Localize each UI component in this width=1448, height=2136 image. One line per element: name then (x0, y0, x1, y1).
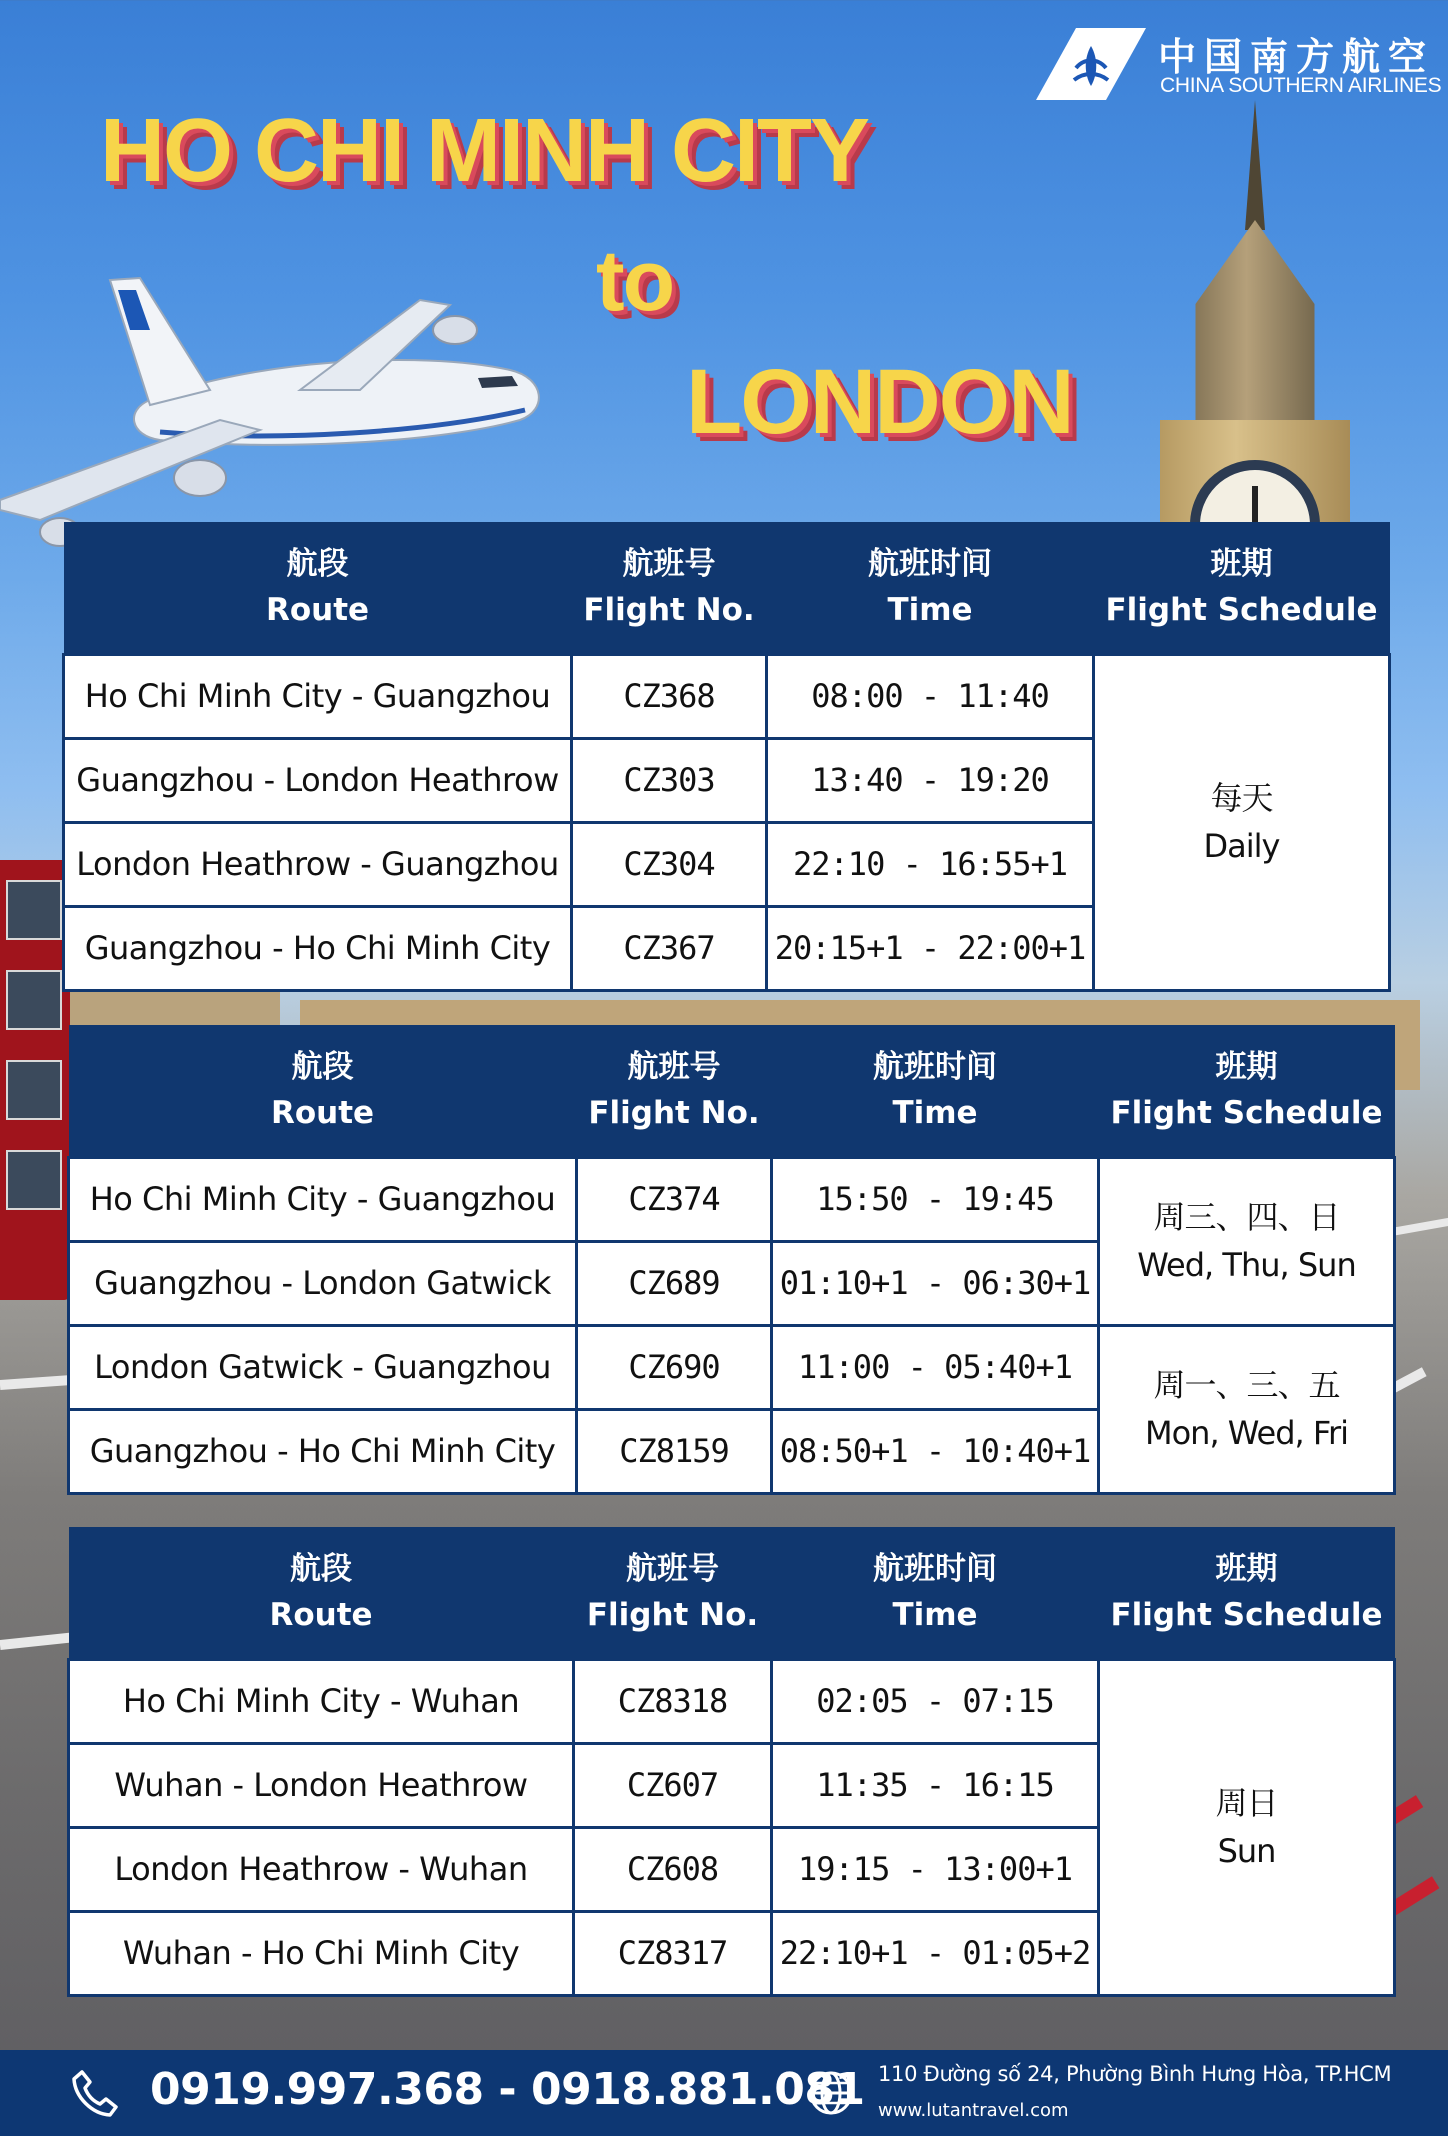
route-cell: London Heathrow - Guangzhou (64, 822, 572, 906)
time-cell: 13:40 - 19:20 (767, 738, 1094, 822)
table-row (69, 1157, 1395, 1241)
time-cell: 19:15 - 13:00+1 (772, 1827, 1099, 1911)
china-southern-logo (1036, 24, 1442, 104)
flight-number-cell: CZ304 (572, 822, 767, 906)
schedule-cell: 每天 Daily (1094, 654, 1390, 990)
header-time: 航班时间 Time (767, 522, 1094, 654)
flight-number-cell: CZ303 (572, 738, 767, 822)
header-schedule: 班期 Flight Schedule (1099, 1527, 1395, 1659)
flight-number-cell: CZ8317 (574, 1911, 772, 1995)
flight-number-cell: CZ374 (577, 1157, 772, 1241)
schedule-cell: 周日 Sun (1099, 1659, 1395, 1995)
table-header (69, 1025, 1395, 1157)
route-cell: Wuhan - London Heathrow (69, 1743, 574, 1827)
flight-number-cell: CZ690 (577, 1325, 772, 1409)
schedule-table-wuhan-heathrow (67, 1527, 1396, 1997)
route-cell: Guangzhou - Ho Chi Minh City (64, 906, 572, 990)
route-cell: Wuhan - Ho Chi Minh City (69, 1911, 574, 1995)
route-cell: Guangzhou - London Heathrow (64, 738, 572, 822)
title-destination: LONDON (686, 351, 1073, 453)
header-schedule: 班期 Flight Schedule (1099, 1025, 1395, 1157)
header-route: 航段 Route (64, 522, 572, 654)
route-cell: Ho Chi Minh City - Guangzhou (69, 1157, 577, 1241)
contact-footer (0, 2050, 1448, 2136)
header-time: 航班时间 Time (772, 1025, 1099, 1157)
table-header (64, 522, 1390, 654)
table-header (69, 1527, 1395, 1659)
title-connector: to (596, 233, 674, 329)
website-link[interactable]: www.lutantravel.com (878, 2100, 1069, 2121)
route-cell: Guangzhou - Ho Chi Minh City (69, 1409, 577, 1493)
time-cell: 08:50+1 - 10:40+1 (772, 1409, 1099, 1493)
route-cell: Ho Chi Minh City - Wuhan (69, 1659, 574, 1743)
route-cell: London Heathrow - Wuhan (69, 1827, 574, 1911)
brand-name-en: CHINA SOUTHERN AIRLINES (1160, 74, 1442, 97)
flight-number-cell: CZ689 (577, 1241, 772, 1325)
route-cell: Ho Chi Minh City - Guangzhou (64, 654, 572, 738)
header-flight-no: 航班号 Flight No. (574, 1527, 772, 1659)
header-schedule: 班期 Flight Schedule (1094, 522, 1390, 654)
time-cell: 08:00 - 11:40 (767, 654, 1094, 738)
header-route: 航段 Route (69, 1025, 577, 1157)
time-cell: 11:00 - 05:40+1 (772, 1325, 1099, 1409)
globe-icon (808, 2070, 854, 2116)
kapok-flower-icon (1036, 28, 1146, 100)
schedule-cell: 周三、四、日 Wed, Thu, Sun (1099, 1157, 1395, 1325)
address-text: 110 Đường số 24, Phường Bình Hưng Hòa, TP.HCM (878, 2062, 1392, 2086)
flight-number-cell: CZ8318 (574, 1659, 772, 1743)
route-cell: Guangzhou - London Gatwick (69, 1241, 577, 1325)
header-time: 航班时间 Time (772, 1527, 1099, 1659)
header-flight-no: 航班号 Flight No. (577, 1025, 772, 1157)
phone-icon (70, 2068, 120, 2118)
route-cell: London Gatwick - Guangzhou (69, 1325, 577, 1409)
time-cell: 22:10+1 - 01:05+2 (772, 1911, 1099, 1995)
flight-number-cell: CZ368 (572, 654, 767, 738)
flight-number-cell: CZ608 (574, 1827, 772, 1911)
airplane-image (0, 260, 560, 560)
schedule-table-guangzhou-gatwick (67, 1025, 1396, 1495)
brand-name-cn: 中国南方航空 (1158, 35, 1435, 79)
schedule-table-guangzhou-heathrow (62, 522, 1391, 992)
header-flight-no: 航班号 Flight No. (572, 522, 767, 654)
time-cell: 22:10 - 16:55+1 (767, 822, 1094, 906)
title-origin: HO CHI MINH CITY (100, 101, 868, 201)
header-route: 航段 Route (69, 1527, 574, 1659)
flight-number-cell: CZ367 (572, 906, 767, 990)
time-cell: 15:50 - 19:45 (772, 1157, 1099, 1241)
time-cell: 20:15+1 - 22:00+1 (767, 906, 1094, 990)
table-row (69, 1659, 1395, 1743)
time-cell: 11:35 - 16:15 (772, 1743, 1099, 1827)
table-row (64, 654, 1390, 738)
london-bus (0, 860, 70, 1300)
time-cell: 02:05 - 07:15 (772, 1659, 1099, 1743)
flight-number-cell: CZ8159 (577, 1409, 772, 1493)
table-row (69, 1325, 1395, 1409)
schedule-cell: 周一、三、五 Mon, Wed, Fri (1099, 1325, 1395, 1493)
flight-number-cell: CZ607 (574, 1743, 772, 1827)
time-cell: 01:10+1 - 06:30+1 (772, 1241, 1099, 1325)
phone-numbers[interactable]: 0919.997.368 - 0918.881.081 (150, 2064, 865, 2115)
